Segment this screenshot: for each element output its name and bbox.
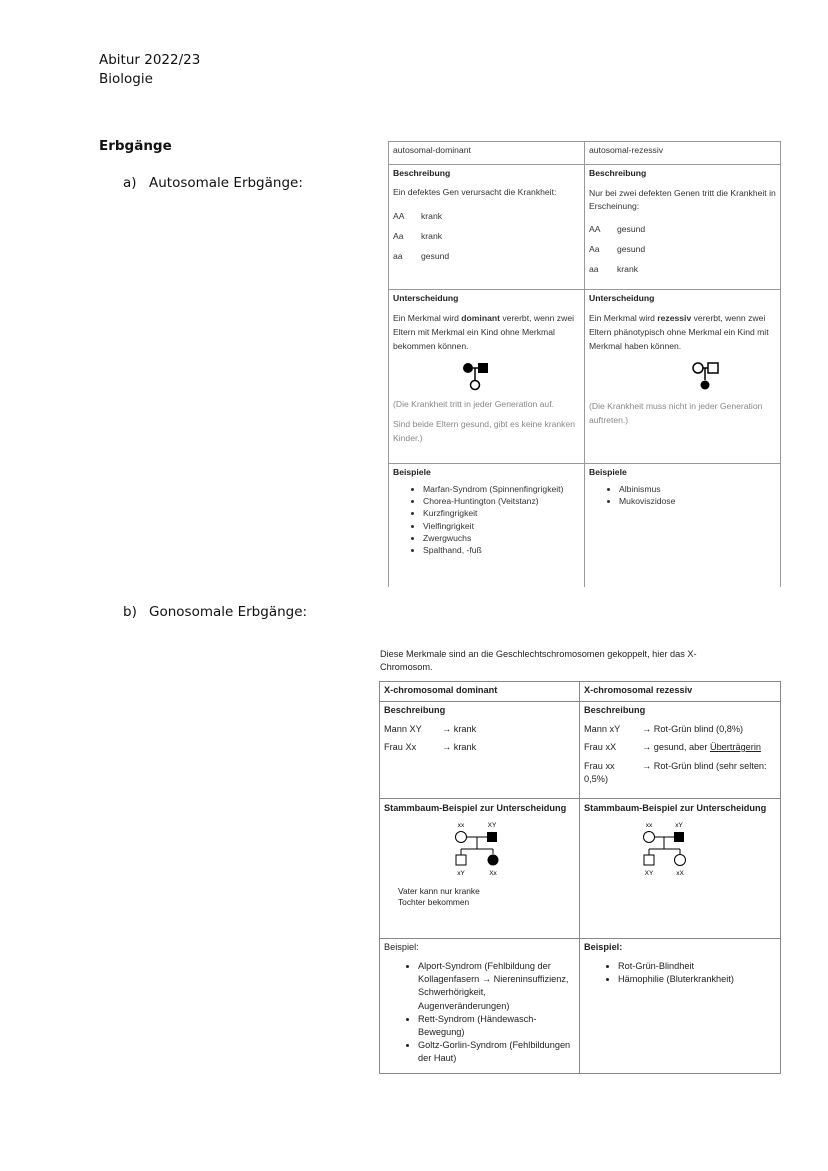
t2-rez-beschreibung-cell: [580, 702, 781, 799]
t2-dom-beschreibung-cell: [380, 702, 580, 799]
list-item: • Marfan-Syndrom (Spinnenfingrigkeit): [423, 483, 580, 495]
subsection-a: [123, 175, 303, 191]
t2-dom-beispiel-cell: [380, 939, 580, 1074]
gonosomal-intro: Diese Merkmale sind an die Geschlechtschromosomen gekoppelt, hier das X-Chromosom.: [380, 649, 697, 672]
t1-col1-title: autosomal-dominant: [389, 142, 585, 165]
t1-col2-title: autosomal-rezessiv: [585, 142, 781, 165]
list-item: • Goltz-Gorlin-Syndrom (Fehlbildungen der Haut): [418, 1039, 575, 1065]
t1-rez-row: AA gesund: [589, 224, 646, 234]
t1-rez-examples: [589, 483, 776, 507]
t1-rez-beschreibung-heading: Beschreibung: [589, 168, 647, 178]
pedigree-label-father: xY: [675, 822, 683, 829]
t1-dom-examples: [393, 483, 580, 556]
header-line-2: Biologie: [99, 71, 153, 87]
pedigree-label-daughter: xX: [676, 870, 684, 877]
subsection-b-label: b): [123, 604, 137, 620]
page-header: [99, 51, 200, 89]
t2-dom-beispiel-heading: Beispiel:: [384, 942, 419, 952]
list-item: • Spalthand, -fuß: [423, 544, 580, 556]
section-title: Erbgänge: [99, 138, 172, 154]
t1-rez-unterscheidung-heading: Unterscheidung: [589, 293, 655, 303]
t1-dom-desc: Ein defektes Gen verursacht die Krankheit:: [393, 187, 557, 197]
autosomal-table: [388, 141, 781, 587]
t2-rez-beispiel-cell: [580, 939, 781, 1074]
t1-dom-beispiele-cell: [389, 464, 585, 587]
header-line-1: Abitur 2022/23: [99, 52, 201, 68]
t2-rez-row: Mann xY → Rot-Grün blind (0,8%): [584, 724, 744, 734]
list-item: • Vielfingrigkeit: [423, 520, 580, 532]
recessive-pedigree-icon: [589, 358, 775, 396]
t2-col2-title: X-chromosomal rezessiv: [580, 682, 781, 702]
dominant-pedigree-icon: [393, 358, 579, 396]
list-item: • Mukoviszidose: [619, 495, 776, 507]
t1-dom-note-1: (Die Krankheit tritt in jeder Generation auf.: [393, 399, 554, 409]
t2-dom-row: Frau Xx → krank: [384, 742, 477, 752]
t1-rez-row: aa krank: [589, 264, 639, 274]
t1-dom-beschreibung-cell: [389, 165, 585, 290]
list-item: • Chorea-Huntington (Veitstanz): [423, 495, 580, 507]
x-dominant-pedigree-icon: [384, 820, 574, 882]
t2-rez-row: Frau xx → Rot-Grün blind (sehr selten: 0,5%): [584, 761, 767, 784]
pedigree-label-mother: xx: [457, 822, 465, 829]
t2-rez-beschreibung-heading: Beschreibung: [584, 705, 646, 715]
t2-dom-stammbaum-heading: Stammbaum-Beispiel zur Unterscheidung: [384, 803, 567, 813]
list-item: • Rot-Grün-Blindheit: [618, 960, 776, 973]
list-item: • Rett-Syndrom (Händewasch-Bewegung): [418, 1013, 575, 1039]
list-item: • Alport-Syndrom (Fehlbildung der Kollagenfasern → Niereninsuffizienz, Schwerhörigkeit, Augenveränderungen): [418, 960, 575, 1013]
subsection-b: [123, 604, 307, 620]
t2-rez-beispiel-heading: Beispiel:: [584, 942, 623, 952]
list-item: • Hämophilie (Bluterkrankheit): [618, 973, 776, 986]
t1-dom-unterscheidung-cell: [389, 290, 585, 464]
t1-rez-note: (Die Krankheit muss nicht in jeder Generation auftreten.): [589, 401, 763, 425]
t1-dom-beispiele-heading: Beispiele: [393, 467, 431, 477]
t1-dom-unterscheidung-text: Ein Merkmal wird dominant vererbt, wenn zwei Eltern mit Merkmal ein Kind ohne Merkmal bekommen können.: [393, 313, 575, 351]
t1-rez-unterscheidung-text: Ein Merkmal wird rezessiv vererbt, wenn zwei Eltern phänotypisch ohne Merkmal ein Kind mit Merkmal haben können.: [589, 313, 769, 351]
t2-rez-examples: [584, 960, 776, 986]
list-item: • Albinismus: [619, 483, 776, 495]
t2-dom-row: Mann XY → krank: [384, 724, 477, 734]
x-recessive-pedigree-icon: [584, 820, 774, 882]
t2-rez-row: Frau xX → gesund, aber Überträgerin: [584, 742, 762, 752]
t2-dom-beschreibung-heading: Beschreibung: [384, 705, 446, 715]
list-item: • Kurzfingrigkeit: [423, 507, 580, 519]
list-item: • Zwergwuchs: [423, 532, 580, 544]
t1-rez-unterscheidung-cell: [585, 290, 781, 464]
gonosomal-table: [379, 681, 781, 1074]
pedigree-label-mother: xx: [645, 822, 653, 829]
t2-col1-title: X-chromosomal dominant: [380, 682, 580, 702]
pedigree-label-father: XY: [487, 822, 497, 829]
t2-dom-stammbaum-note: Vater kann nur kranke Tochter bekommen: [398, 886, 480, 907]
t1-rez-row: Aa gesund: [589, 244, 646, 254]
t1-dom-note-2: Sind beide Eltern gesund, gibt es keine kranken Kinder.): [393, 419, 576, 443]
t1-dom-row: Aa krank: [393, 231, 443, 241]
pedigree-label-son: XY: [644, 870, 654, 877]
t1-rez-beispiele-cell: [585, 464, 781, 587]
t1-dom-row: AA krank: [393, 211, 443, 221]
subsection-a-text: Autosomale Erbgänge:: [149, 175, 303, 191]
t1-dom-row: aa gesund: [393, 251, 450, 261]
t2-dom-examples: [384, 960, 575, 1066]
t1-rez-beschreibung-cell: [585, 165, 781, 290]
t2-rez-stammbaum-heading: Stammbaum-Beispiel zur Unterscheidung: [584, 803, 767, 813]
t1-rez-desc: Nur bei zwei defekten Genen tritt die Krankheit in Erscheinung:: [589, 188, 776, 211]
subsection-a-label: a): [123, 175, 137, 191]
t1-rez-beispiele-heading: Beispiele: [589, 467, 627, 477]
pedigree-label-son: xY: [457, 870, 465, 877]
t1-dom-unterscheidung-heading: Unterscheidung: [393, 293, 459, 303]
t2-dom-stammbaum-cell: [380, 799, 580, 939]
subsection-b-text: Gonosomale Erbgänge:: [149, 604, 308, 620]
t2-rez-stammbaum-cell: [580, 799, 781, 939]
t1-dom-beschreibung-heading: Beschreibung: [393, 168, 451, 178]
pedigree-label-daughter: Xx: [489, 870, 497, 877]
